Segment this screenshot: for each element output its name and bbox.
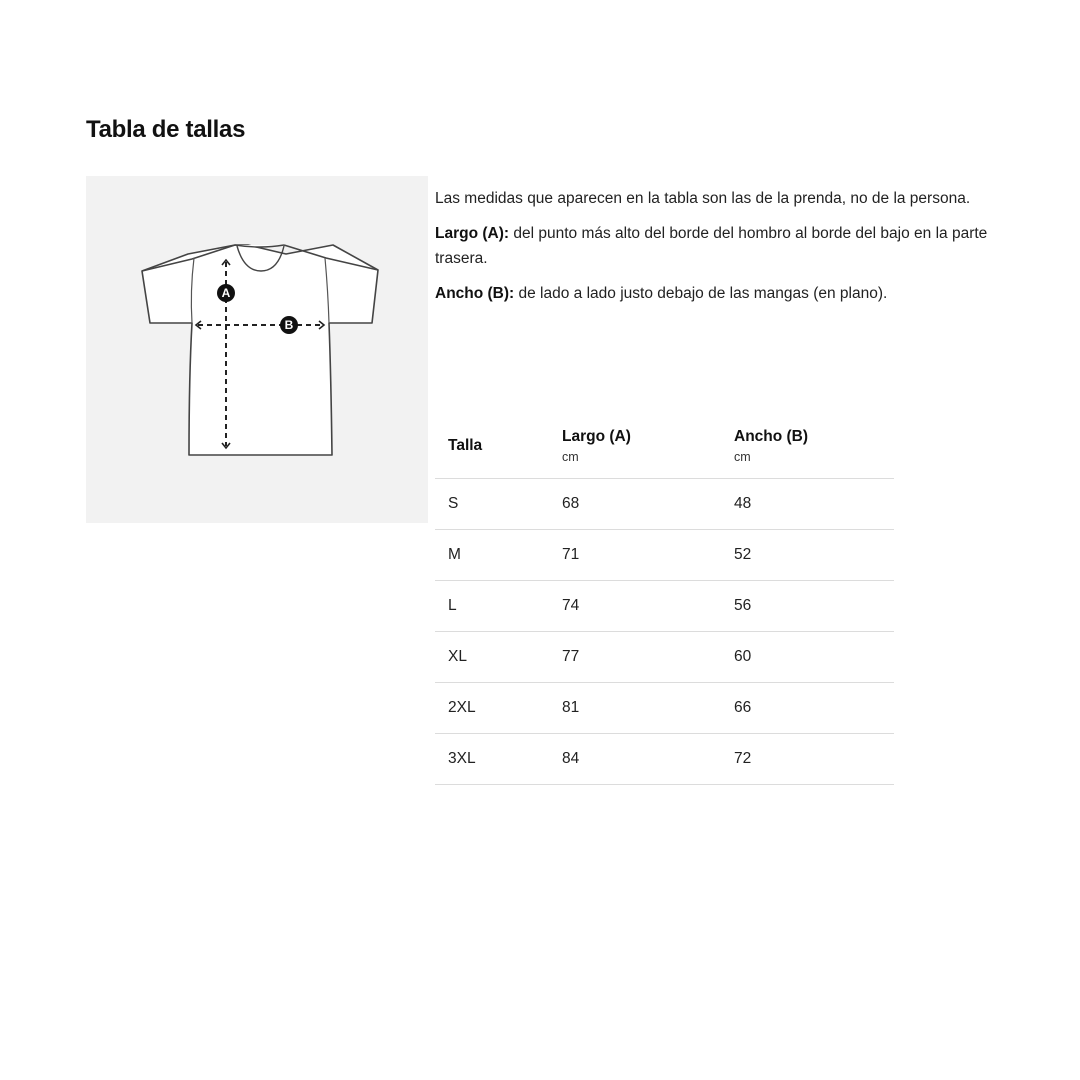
header-talla: Talla <box>435 414 555 479</box>
cell-ancho: 48 <box>721 479 894 530</box>
table-row <box>435 734 894 785</box>
cell-largo: 71 <box>555 530 721 581</box>
cell-ancho: 52 <box>721 530 894 581</box>
cell-talla: S <box>435 479 555 530</box>
label-a-badge: A <box>221 286 231 300</box>
table-row <box>435 632 894 683</box>
largo-label: Largo (A): <box>435 225 510 242</box>
intro-text: Las medidas que aparecen en la tabla son las de la prenda, no de la persona. <box>435 190 971 207</box>
tshirt-diagram-icon <box>86 176 428 523</box>
header-ancho <box>721 414 894 479</box>
table-header-row <box>435 414 894 479</box>
header-ancho-label: Ancho (B) <box>734 428 809 445</box>
size-diagram-panel <box>86 176 428 523</box>
page-title: Tabla de tallas <box>86 116 246 143</box>
cell-largo: 84 <box>555 734 721 785</box>
cell-talla: L <box>435 581 555 632</box>
cell-largo: 68 <box>555 479 721 530</box>
header-largo <box>555 414 721 479</box>
cell-largo: 81 <box>555 683 721 734</box>
ancho-label: Ancho (B): <box>435 285 515 302</box>
header-largo-unit: cm <box>562 450 579 464</box>
cell-ancho: 66 <box>721 683 894 734</box>
cell-talla: XL <box>435 632 555 683</box>
table-row <box>435 683 894 734</box>
cell-ancho: 56 <box>721 581 894 632</box>
measurement-info <box>435 186 1005 316</box>
header-ancho-unit: cm <box>734 450 751 464</box>
size-table <box>435 414 894 785</box>
cell-talla: M <box>435 530 555 581</box>
largo-description <box>435 221 1005 271</box>
label-b-badge: B <box>284 318 294 332</box>
table-row <box>435 479 894 530</box>
cell-talla: 2XL <box>435 683 555 734</box>
cell-talla: 3XL <box>435 734 555 785</box>
table-row <box>435 581 894 632</box>
largo-text: del punto más alto del borde del hombro al borde del bajo en la parte trasera. <box>435 225 988 267</box>
table-row <box>435 530 894 581</box>
ancho-description <box>435 281 1005 306</box>
cell-largo: 74 <box>555 581 721 632</box>
cell-ancho: 72 <box>721 734 894 785</box>
cell-largo: 77 <box>555 632 721 683</box>
header-largo-label: Largo (A) <box>562 428 631 445</box>
ancho-text: de lado a lado justo debajo de las mangas (en plano). <box>514 285 888 302</box>
cell-ancho: 60 <box>721 632 894 683</box>
